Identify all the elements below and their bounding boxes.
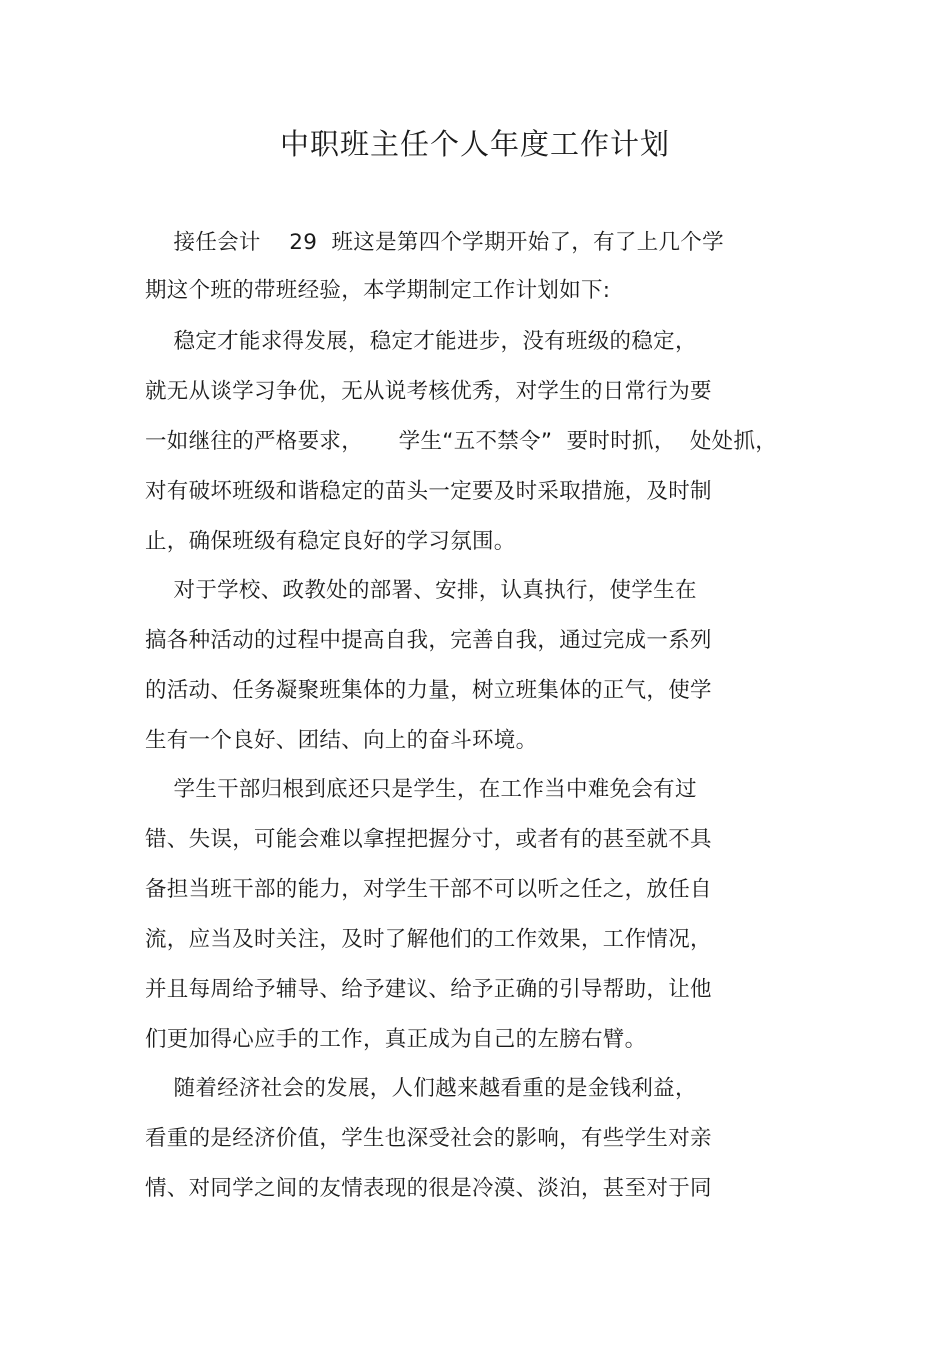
- text-line: 流，应当及时关注，及时了解他们的工作效果，工作情况，: [145, 927, 712, 952]
- text-line: 情、对同学之间的友情表现的很是冷漠、淡泊，甚至对于同: [145, 1176, 712, 1201]
- text-line: 搞各种活动的过程中提高自我，完善自我，通过完成一系列: [145, 628, 712, 653]
- document-title: 中职班主任个人年度工作计划: [279, 127, 670, 161]
- text-line: 学生干部归根到底还只是学生，在工作当中难免会有过: [145, 777, 697, 802]
- text-line: 对于学校、政教处的部署、安排，认真执行，使学生在: [145, 578, 697, 603]
- text-line: 一如继往的严格要求， 学生“五不禁令” 要时时抓， 处处抓，: [145, 429, 778, 454]
- text-line: 的活动、任务凝聚班集体的力量，树立班集体的正气，使学: [145, 678, 712, 703]
- text-line: 并且每周给予辅导、给予建议、给予正确的引导帮助，让他: [145, 977, 712, 1002]
- text-line: 期这个班的带班经验，本学期制定工作计划如下:: [145, 278, 611, 303]
- text-line: 就无从谈学习争优，无从说考核优秀，对学生的日常行为要: [145, 379, 712, 404]
- text-line: 生有一个良好、团结、向上的奋斗环境。: [145, 728, 538, 753]
- text-line: 备担当班干部的能力，对学生干部不可以听之任之，放任自: [145, 877, 712, 902]
- text-line: 错、失误，可能会难以拿捏把握分寸，或者有的甚至就不具: [145, 827, 712, 852]
- text-line: 对有破坏班级和谐稳定的苗头一定要及时采取措施，及时制: [145, 479, 712, 504]
- text-line: 稳定才能求得发展，稳定才能进步，没有班级的稳定，: [145, 329, 697, 354]
- text-line: 随着经济社会的发展，人们越来越看重的是金钱利益，: [145, 1076, 697, 1101]
- text-line: 接任会计 29 班这是第四个学期开始了，有了上几个学: [145, 230, 724, 255]
- text-line: 看重的是经济价值，学生也深受社会的影响，有些学生对亲: [145, 1126, 712, 1151]
- text-line: 止，确保班级有稳定良好的学习氛围。: [145, 529, 516, 554]
- text-line: 们更加得心应手的工作，真正成为自己的左膀右臂。: [145, 1027, 647, 1052]
